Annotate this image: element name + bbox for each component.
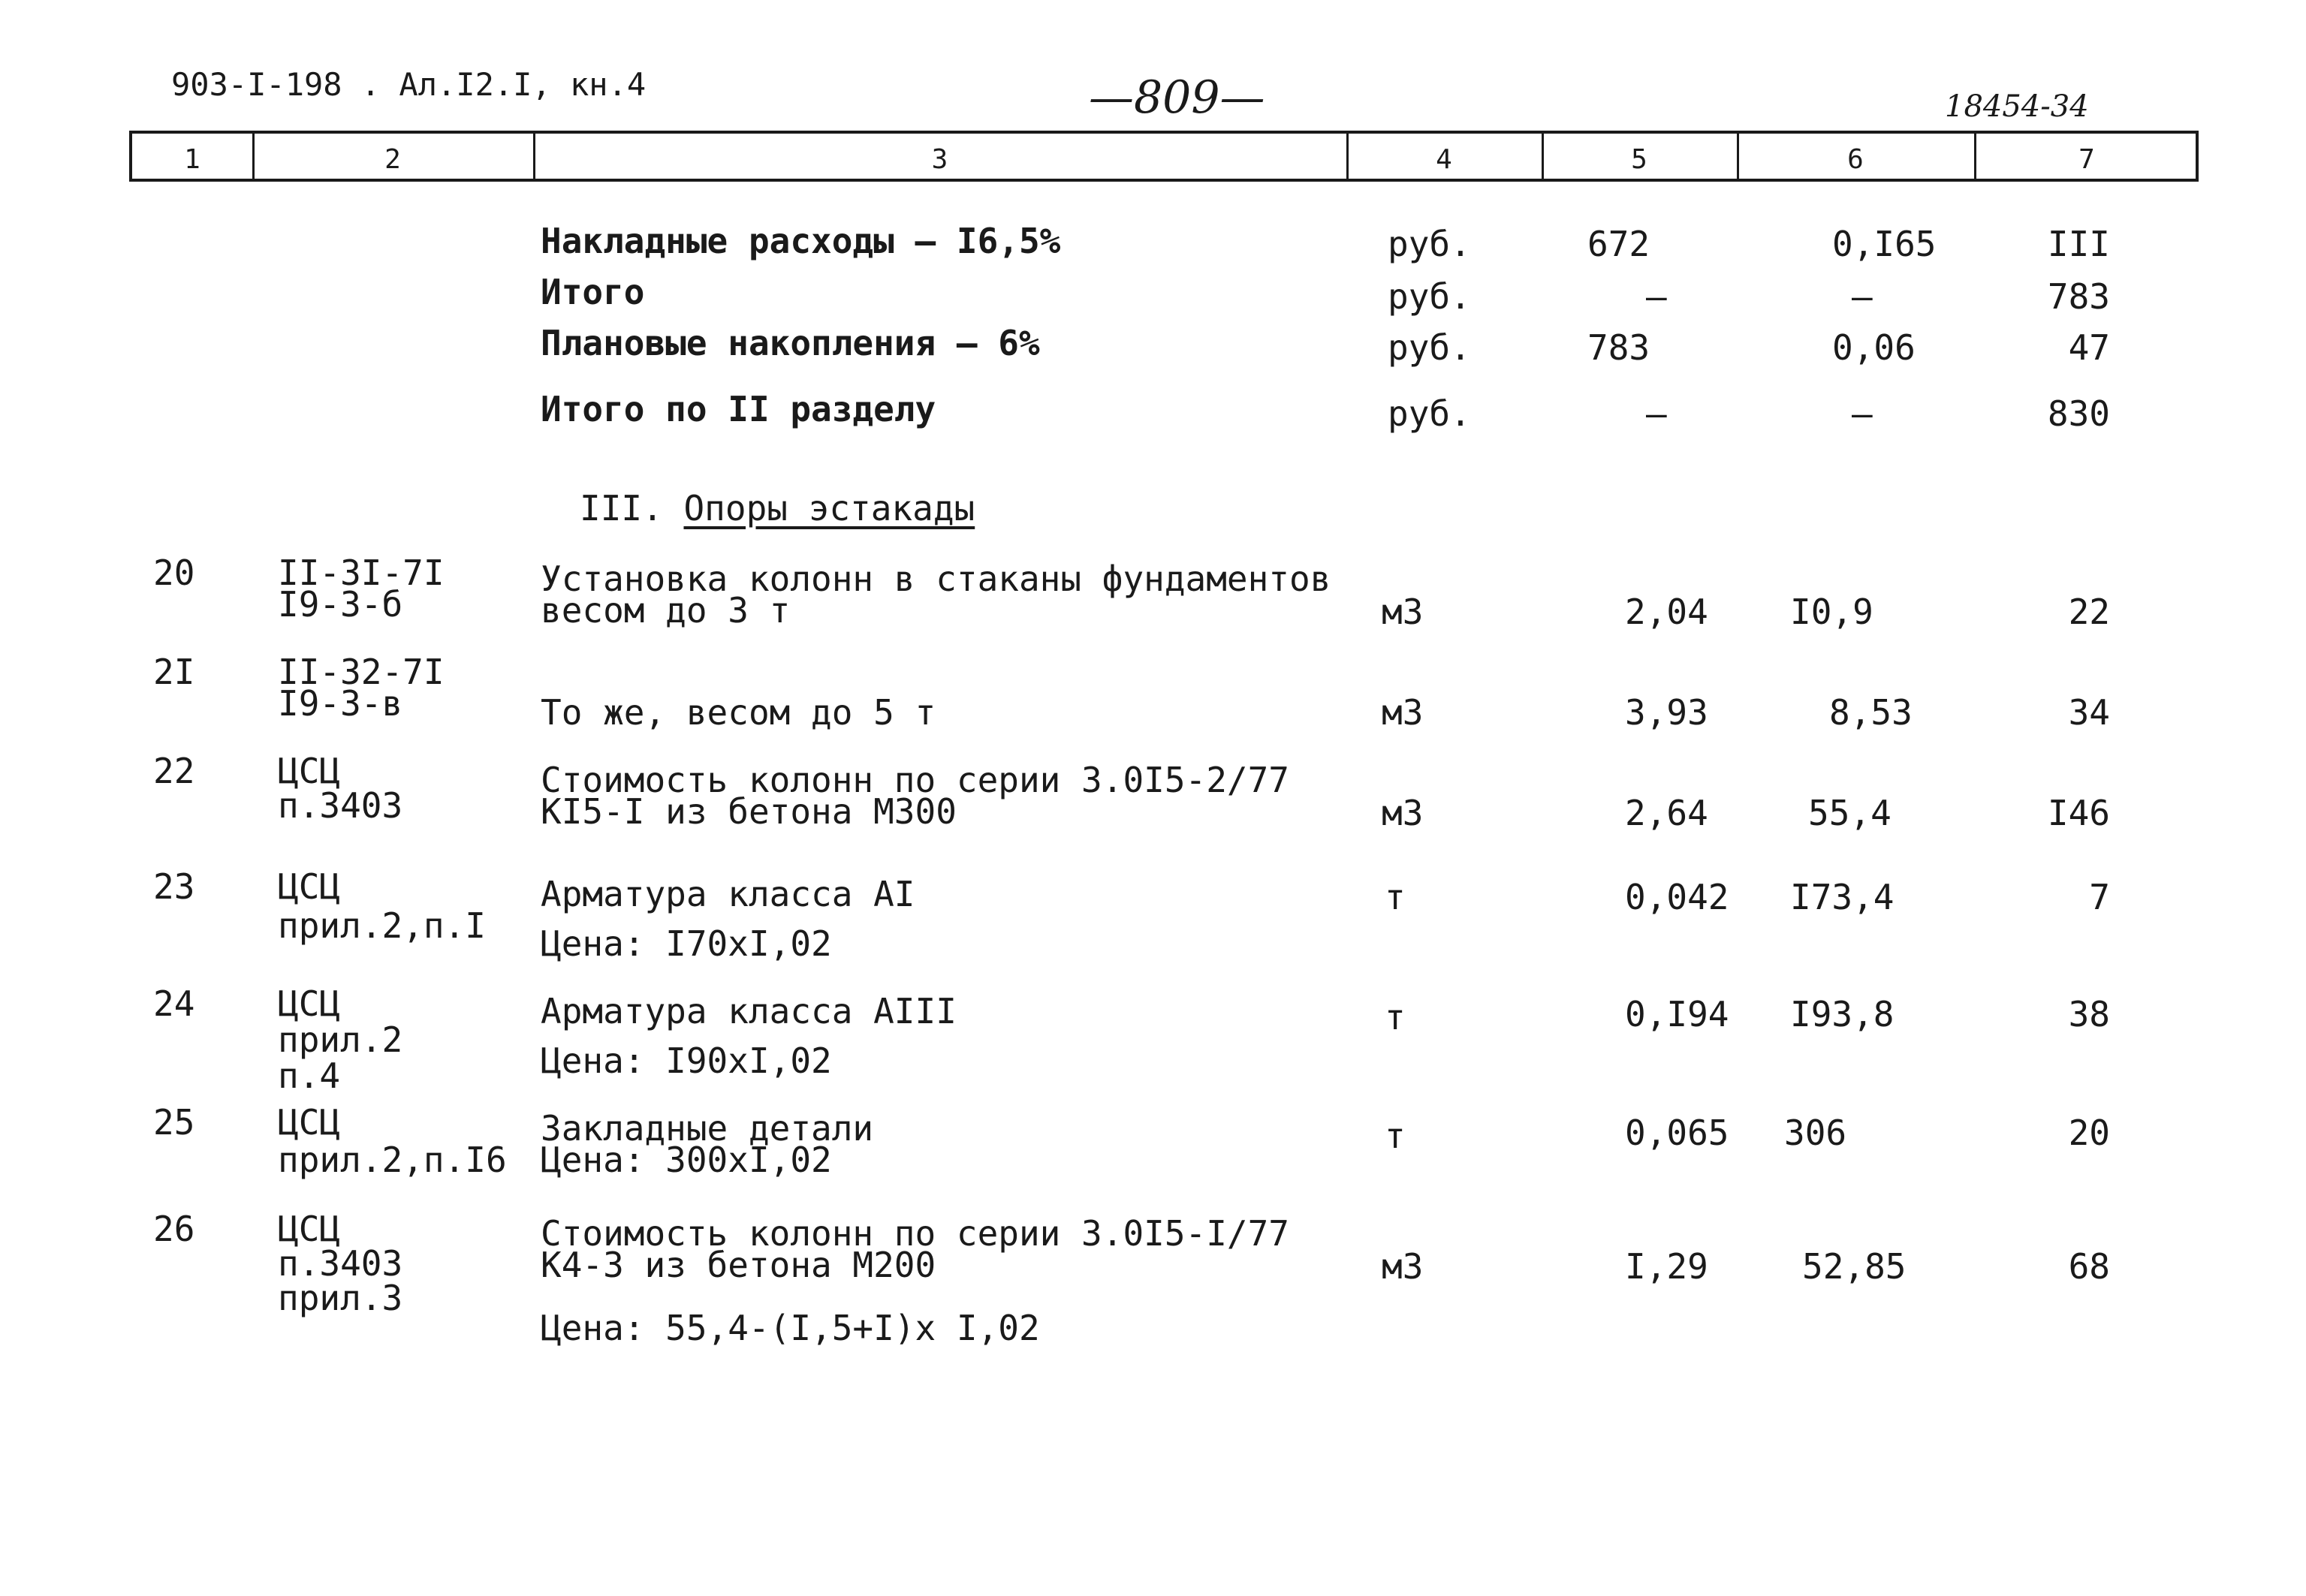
summary-amount: III: [2047, 224, 2110, 264]
item-code-line: прил.2: [278, 1019, 403, 1060]
item-unit: м3: [1382, 692, 1424, 733]
item-total: 68: [2068, 1246, 2110, 1287]
item-unit-price: 55,4: [1808, 793, 1892, 833]
item-total: 7: [2089, 877, 2110, 917]
item-unit-price: I73,4: [1790, 877, 1895, 917]
section-title: [580, 488, 975, 528]
column-header-1: 1: [184, 144, 200, 175]
item-code-line: прил.3: [278, 1278, 403, 1318]
item-unit: м3: [1382, 1246, 1424, 1287]
item-description-line: Цена: I90хI,02: [541, 1040, 832, 1081]
item-unit-price: I93,8: [1790, 994, 1895, 1034]
item-description-line: Цена: 300хI,02: [541, 1140, 832, 1180]
item-code-line: II-32-7I: [278, 652, 445, 692]
summary-unit: руб.: [1388, 276, 1471, 317]
item-code-line: прил.2,п.I: [278, 905, 486, 946]
item-code-line: ЦСЦ: [278, 1209, 341, 1249]
item-number: 25: [153, 1102, 195, 1143]
item-unit: т: [1385, 1116, 1406, 1156]
item-description-line: К4-3 из бетона М200: [541, 1245, 936, 1285]
item-quantity: 0,065: [1625, 1113, 1729, 1153]
summary-amount: 783: [2047, 276, 2110, 317]
summary-unit: руб.: [1388, 327, 1471, 368]
item-description-line: Установка колонн в стаканы фундаментов: [541, 559, 1331, 599]
item-number: 26: [153, 1209, 195, 1249]
summary-rate: 0,06: [1832, 327, 1916, 368]
item-total: 34: [2068, 692, 2110, 733]
item-code-line: п.3403: [278, 785, 403, 826]
column-header-7: 7: [2078, 144, 2095, 175]
column-header-6: 6: [1847, 144, 1864, 175]
item-quantity: 0,I94: [1625, 994, 1729, 1034]
item-code-line: ЦСЦ: [278, 866, 341, 907]
summary-base: 783: [1587, 327, 1650, 368]
item-number: 23: [153, 866, 195, 907]
summary-rate: –: [1852, 393, 1873, 434]
item-number: 22: [153, 751, 195, 791]
item-total: 22: [2068, 592, 2110, 632]
item-unit: т: [1385, 997, 1406, 1037]
item-code-line: п.4: [278, 1055, 341, 1096]
item-unit: м3: [1382, 592, 1424, 632]
summary-unit: руб.: [1388, 393, 1471, 434]
item-unit: м3: [1382, 793, 1424, 833]
item-description-line: Закладные детали: [541, 1108, 874, 1149]
column-header-3: 3: [931, 144, 948, 175]
section-name: Опоры эстакады: [683, 488, 975, 528]
item-number: 24: [153, 983, 195, 1024]
item-code-line: ЦСЦ: [278, 1102, 341, 1143]
item-code-line: I9-3-в: [278, 683, 403, 724]
summary-amount: 47: [2068, 327, 2110, 368]
summary-desc: Накладные расходы – I6,5%: [541, 221, 1061, 261]
item-unit-price: 8,53: [1829, 692, 1913, 733]
item-number: 20: [153, 553, 195, 593]
summary-desc: Итого: [541, 272, 645, 312]
item-code-line: II-3I-7I: [278, 553, 445, 593]
item-number: 2I: [153, 652, 195, 692]
item-unit-price: 52,85: [1802, 1246, 1907, 1287]
item-code-line: ЦСЦ: [278, 751, 341, 791]
item-code-line: I9-3-б: [278, 584, 403, 625]
column-header-row: [129, 131, 2199, 182]
item-code-line: прил.2,п.I6: [278, 1140, 507, 1180]
item-description-line: Стоимость колонн по серии 3.0I5-2/77: [541, 760, 1289, 800]
summary-base: –: [1646, 393, 1667, 434]
item-quantity: I,29: [1625, 1246, 1708, 1287]
column-header-5: 5: [1631, 144, 1647, 175]
item-quantity: 3,93: [1625, 692, 1708, 733]
section-number: III.: [580, 488, 663, 528]
summary-rate: 0,I65: [1832, 224, 1937, 264]
item-total: 20: [2068, 1113, 2110, 1153]
item-unit-price: 306: [1784, 1113, 1847, 1153]
item-description-line: Арматура класса АI: [541, 874, 915, 914]
item-description-line: КI5-I из бетона М300: [541, 791, 957, 832]
item-description-line: То же, весом до 5 т: [541, 692, 936, 733]
archive-stamp: 18454-34: [1945, 89, 2089, 124]
item-description-line: Арматура класса АIII: [541, 991, 957, 1031]
column-header-2: 2: [384, 144, 401, 175]
summary-desc: Плановые накопления – 6%: [541, 323, 1040, 363]
summary-amount: 830: [2047, 393, 2110, 434]
summary-unit: руб.: [1388, 224, 1471, 264]
summary-base: –: [1646, 276, 1667, 317]
item-code-line: п.3403: [278, 1243, 403, 1284]
item-quantity: 2,04: [1625, 592, 1708, 632]
item-total: I46: [2047, 793, 2110, 833]
summary-desc: Итого по II разделу: [541, 389, 936, 429]
column-header-4: 4: [1436, 144, 1452, 175]
page-number: —809—: [1089, 71, 1265, 124]
summary-base: 672: [1587, 224, 1650, 264]
item-description-line: Стоимость колонн по серии 3.0I5-I/77: [541, 1213, 1289, 1254]
document-code: 903-I-198 . Ал.I2.I, кн.4: [171, 66, 647, 103]
item-code-line: ЦСЦ: [278, 983, 341, 1024]
summary-rate: –: [1852, 276, 1873, 317]
item-total: 38: [2068, 994, 2110, 1034]
item-description-line: весом до 3 т: [541, 590, 791, 631]
item-description-line: Цена: 55,4-(I,5+I)х I,02: [541, 1308, 1040, 1348]
item-unit: т: [1385, 877, 1406, 917]
item-quantity: 2,64: [1625, 793, 1708, 833]
item-description-line: Цена: I70хI,02: [541, 923, 832, 964]
item-unit-price: I0,9: [1790, 592, 1873, 632]
item-quantity: 0,042: [1625, 877, 1729, 917]
